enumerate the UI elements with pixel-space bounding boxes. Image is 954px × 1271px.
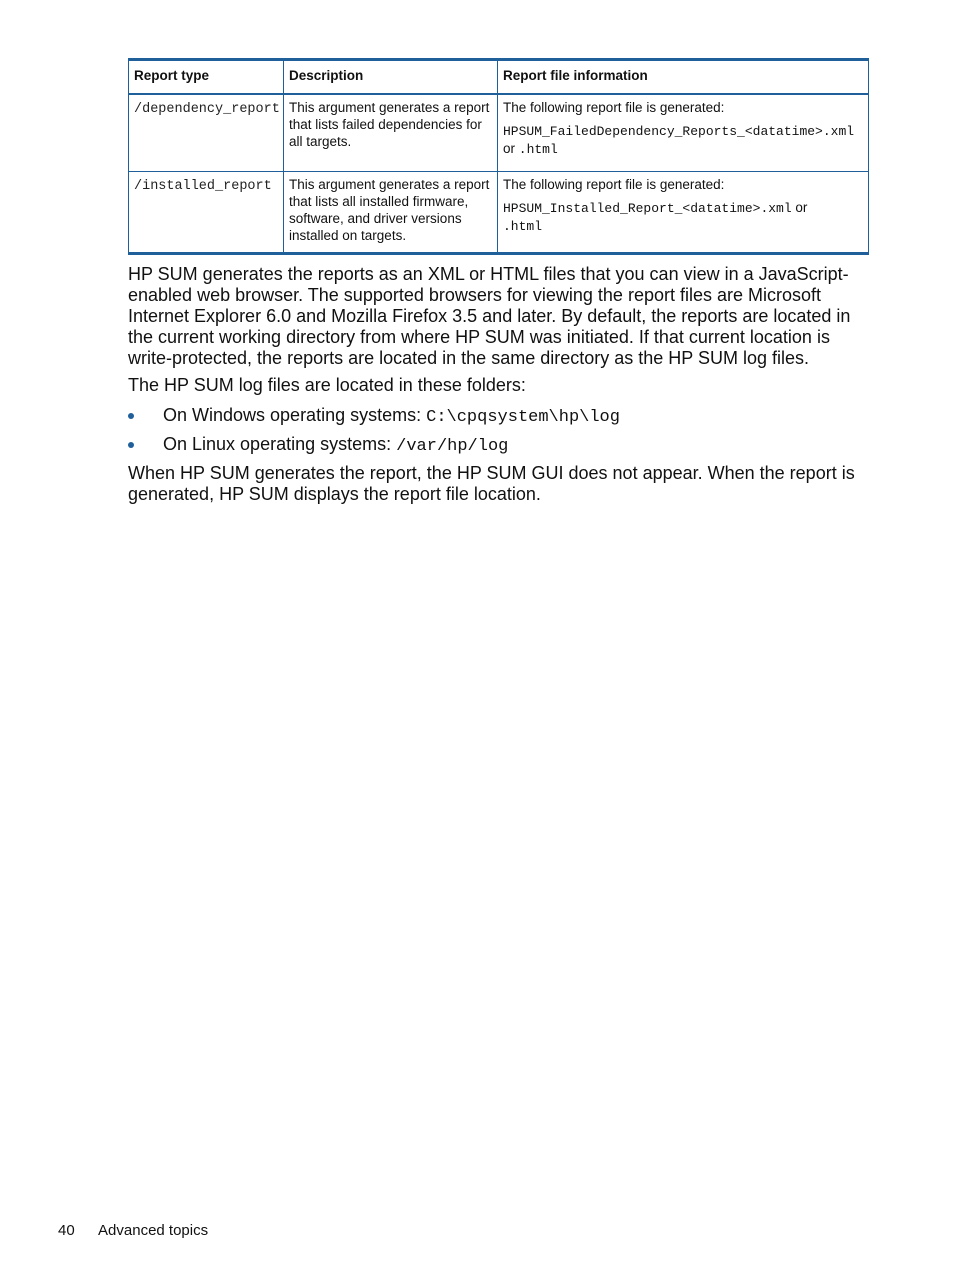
- list-item-label: On Windows operating systems:: [163, 405, 422, 425]
- list-item-path: /var/hp/log: [396, 437, 509, 456]
- bullet-icon: [128, 442, 134, 448]
- header-description: Description: [284, 60, 498, 95]
- report-file-info-cell: [498, 172, 869, 254]
- description-cell: This argument generates a report that lists all installed firmware, software, and driver versions installed on targets.: [284, 172, 498, 254]
- report-file-info-cell: [498, 94, 869, 172]
- list-item-label: On Linux operating systems:: [163, 434, 392, 454]
- reports-description-paragraph: HP SUM generates the reports as an XML or HTML files that you can view in a JavaScript-enabled web browser. The supported browsers for viewing the report files are Microsoft Internet Explorer 6.0 and Mozilla Firefox 3.5 and later. By default, the reports are located in the current working directory from where HP SUM was initiated. If that current location is write-protected, the reports are located in the same directory as the HP SUM log files.: [128, 264, 851, 368]
- report-file-alt-extension: .html: [518, 142, 558, 157]
- report-type-cell: /dependency_report: [129, 94, 284, 172]
- description-cell: This argument generates a report that lists failed dependencies for all targets.: [284, 94, 498, 172]
- report-file-info-text: The following report file is generated:: [503, 100, 725, 115]
- report-file-name: HPSUM_Installed_Report_<datatime>.xml: [503, 201, 792, 216]
- list-item-path: C:\cpqsystem\hp\log: [426, 408, 620, 427]
- report-file-or: or: [795, 200, 808, 215]
- page-number: 40: [58, 1222, 75, 1239]
- log-folder-list: [128, 405, 873, 463]
- report-file-name: HPSUM_FailedDependency_Reports_<datatime>.xml: [503, 124, 855, 139]
- footer-section-title: Advanced topics: [98, 1222, 209, 1239]
- report-file-name-line: [503, 199, 863, 235]
- report-file-or: or: [503, 141, 516, 156]
- table-row: [129, 94, 869, 172]
- page-footer: [58, 1222, 208, 1239]
- report-types-table: [128, 58, 869, 255]
- report-type-cell: /installed_report: [129, 172, 284, 254]
- list-item: [128, 434, 873, 463]
- table-row: [129, 172, 869, 254]
- header-report-file-information: Report file information: [498, 60, 869, 95]
- gui-note-paragraph: When HP SUM generates the report, the HP SUM GUI does not appear. When the report is generated, HP SUM displays the report file location.: [128, 463, 855, 504]
- bullet-icon: [128, 413, 134, 419]
- report-file-name-line: [503, 122, 863, 158]
- report-file-info-text: The following report file is generated:: [503, 177, 725, 192]
- log-folders-intro: The HP SUM log files are located in these folders:: [128, 375, 526, 395]
- table-header-row: [129, 60, 869, 95]
- report-file-alt-extension: .html: [503, 219, 543, 234]
- header-report-type: Report type: [129, 60, 284, 95]
- list-item: [128, 405, 873, 434]
